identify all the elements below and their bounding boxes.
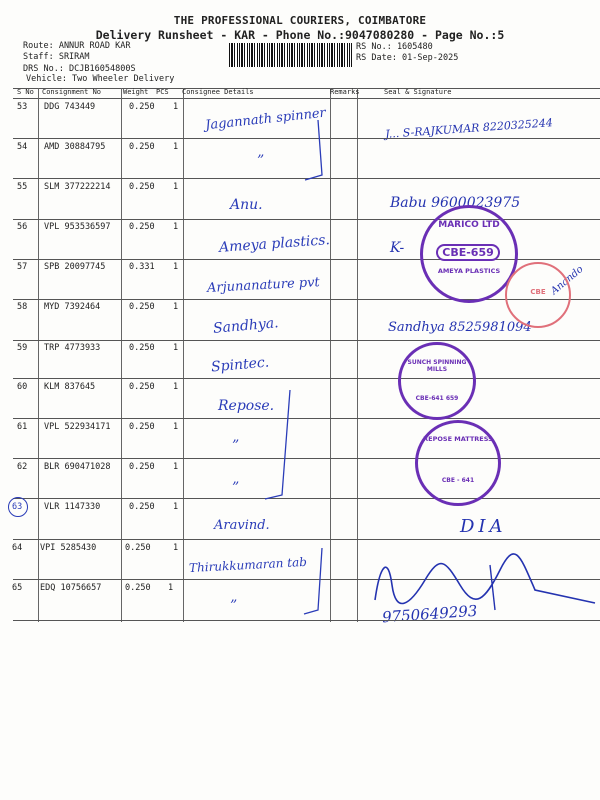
row-weight: 0.250 (129, 462, 155, 472)
row-consignment: VLR 1147330 (44, 502, 101, 512)
row-sno: 56 (17, 222, 28, 232)
row-pcs: 1 (173, 222, 179, 232)
row-sno: 58 (17, 302, 28, 312)
row-consignment: VPL 522934171 (44, 422, 111, 432)
ditto-bracket (300, 540, 340, 620)
rs-date: RS Date: 01-Sep-2025 (356, 53, 459, 63)
row-consignee: Anu. (230, 197, 263, 213)
row-consignee: ” (232, 480, 240, 496)
row-consignee: ” (257, 153, 265, 169)
col-header-seal: Seal & Signature (384, 88, 452, 96)
barcode (229, 43, 352, 67)
row-weight: 0.250 (129, 382, 155, 392)
row-consignee: Repose. (218, 398, 275, 414)
handwritten-signature (370, 545, 600, 615)
row-weight: 0.250 (125, 583, 151, 593)
row-divider (13, 340, 600, 341)
row-pcs: 1 (168, 583, 174, 593)
staff-label: Staff: SRIRAM (23, 52, 90, 62)
drs-number: DRS No.: DCJB16054800S (23, 64, 136, 74)
row-weight: 0.250 (129, 343, 155, 353)
table-top-border (13, 88, 600, 89)
row-pcs: 1 (173, 343, 179, 353)
row-consignment: KLM 837645 (44, 382, 96, 392)
col-header-weight: Weight (123, 88, 149, 96)
row-consignee: ” (232, 438, 240, 454)
row-consignment: VPI 5285430 (40, 543, 97, 553)
row-weight: 0.250 (129, 222, 155, 232)
row-consignee: ” (230, 598, 238, 614)
row-consignee: Arjunanature pvt (206, 275, 321, 296)
row-sno: 59 (17, 343, 28, 353)
row-consignment: AMD 30884795 (44, 142, 106, 152)
row-divider (13, 498, 600, 499)
ditto-bracket (300, 115, 340, 185)
col-divider (183, 88, 184, 622)
row-sno: 64 (12, 543, 23, 553)
row-consignee: Thirukkumaran tab (188, 554, 308, 576)
rs-number: RS No.: 1605480 (356, 42, 433, 52)
row-pcs: 1 (173, 502, 179, 512)
col-divider (357, 88, 358, 622)
col-header-consignee: Consignee Details (182, 88, 254, 96)
row-signature: Babu 9600023975 (390, 195, 521, 211)
row-weight: 0.250 (129, 182, 155, 192)
row-sno: 60 (17, 382, 28, 392)
col-divider (121, 88, 122, 622)
vehicle-label: Vehicle: Two Wheeler Delivery (26, 74, 175, 84)
row-consignee: Jagannath spinner (204, 105, 327, 134)
row-signature: Sandhya 8525981094 (388, 320, 532, 335)
row-weight: 0.250 (129, 422, 155, 432)
row-consignment: BLR 690471028 (44, 462, 111, 472)
col-header-pcs: PCS (156, 88, 169, 96)
row-sno: 57 (17, 262, 28, 272)
route-label: Route: ANNUR ROAD KAR (23, 41, 131, 51)
row-weight: 0.250 (125, 543, 151, 553)
col-divider (38, 88, 39, 622)
row-sno: 65 (12, 583, 23, 593)
stamp-code: CBE (530, 288, 546, 296)
row-divider (13, 418, 600, 419)
row-consignee: Sandhya. (212, 315, 280, 337)
col-header-remarks: Remarks (330, 88, 360, 96)
row-divider (13, 458, 600, 459)
row-pcs: 1 (173, 382, 179, 392)
runsheet-title: Delivery Runsheet - KAR - Phone No.:9047080280 - Page No.:5 (95, 28, 505, 42)
row-sno: 54 (17, 142, 28, 152)
stamp-code: CBE-659 (436, 244, 500, 261)
row-signature: DIA (460, 516, 507, 537)
row-signature: J... S-RAJKUMAR 8220325244 (384, 116, 554, 141)
stamp-code: CBE-641 659 (415, 395, 459, 402)
row-pcs: 1 (173, 302, 179, 312)
row-pcs: 1 (173, 262, 179, 272)
marico-stamp (420, 205, 518, 303)
row-pcs: 1 (173, 422, 179, 432)
row-sno: 61 (17, 422, 28, 432)
row-consignment: EDQ 10756657 (40, 583, 102, 593)
row-pcs: 1 (173, 543, 179, 553)
row-weight: 0.331 (129, 262, 155, 272)
row-consignment: TRP 4773933 (44, 343, 101, 353)
stamp-text: SUNCH SPINNING MILLS (407, 359, 467, 373)
row-consignee: Spintec. (210, 354, 270, 376)
stamp-owner: AMEYA PLASTICS (437, 267, 501, 275)
row-signature: K- (390, 240, 405, 256)
row-pcs: 1 (173, 182, 179, 192)
row-consignment: DDG 743449 (44, 102, 96, 112)
row-weight: 0.250 (129, 502, 155, 512)
table-bottom-border (13, 620, 600, 621)
row-pcs: 1 (173, 462, 179, 472)
row-sno: 53 (17, 102, 28, 112)
row-consignee: Aravind. (214, 518, 270, 533)
red-stamp (505, 262, 571, 328)
stamp-code: CBE - 641 (441, 477, 475, 484)
row-consignment: SPB 20097745 (44, 262, 106, 272)
company-name: THE PROFESSIONAL COURIERS, COIMBATORE (173, 14, 427, 27)
stamp-text: MARICO LTD (438, 220, 500, 230)
row-consignment: MYD 7392464 (44, 302, 101, 312)
row-sno: 55 (17, 182, 28, 192)
repose-stamp (415, 420, 501, 506)
row-pcs: 1 (173, 102, 179, 112)
row-signature: Anando (548, 263, 586, 298)
ditto-bracket (260, 385, 300, 505)
table-header-border (13, 98, 600, 99)
spinning-mills-stamp (398, 342, 476, 420)
row-pcs: 1 (173, 142, 179, 152)
row-consignment: VPL 953536597 (44, 222, 111, 232)
row-weight: 0.250 (129, 142, 155, 152)
row-signature: 9750649293 (381, 601, 478, 627)
row-weight: 0.250 (129, 302, 155, 312)
col-header-sno: S No (17, 88, 34, 96)
row-consignment: SLM 377222214 (44, 182, 111, 192)
row-sno: 63 (12, 502, 23, 512)
stamp-text: REPOSE MATTRESS (423, 435, 493, 443)
row-divider (13, 378, 600, 379)
row-consignee: Ameya plastics. (218, 232, 331, 256)
row-weight: 0.250 (129, 102, 155, 112)
row-sno: 62 (17, 462, 28, 472)
col-header-consignment: Consignment No (42, 88, 102, 96)
